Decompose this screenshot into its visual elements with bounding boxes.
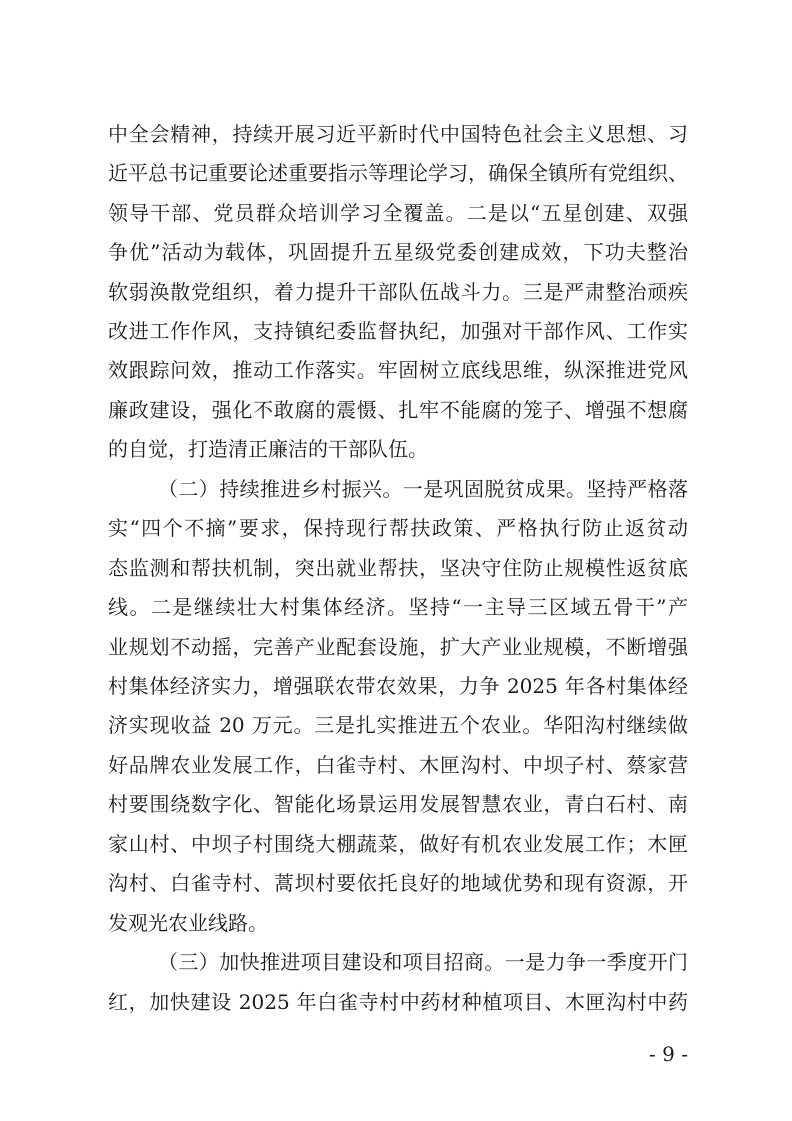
body-text-line: 沟村、白雀寺村、蒿坝村要依托良好的地域优势和现有资源，开 [108,871,688,895]
body-text-line: 家山村、中坝子村围绕大棚蔬菜，做好有机农业发展工作；木匣 [108,832,688,856]
body-text-line: 效跟踪问效，推动工作落实。牢固树立底线思维，纵深推进党风 [108,358,688,382]
body-text-line: 济实现收益 20 万元。三是扎实推进五个农业。华阳沟村继续做 [108,713,688,737]
body-text-line: 态监测和帮扶机制，突出就业帮扶，坚决守住防止规模性返贫底 [108,556,688,580]
section-heading-line: （三）加快推进项目建设和项目招商。一是力争一季度开门 [158,950,688,974]
body-text-line: 领导干部、党员群众培训学习全覆盖。二是以“五星创建、双强 [108,201,688,225]
body-text-line: 村集体经济实力，增强联农带农效果，力争 2025 年各村集体经 [108,674,688,698]
body-text-line: 近平总书记重要论述重要指示等理论学习，确保全镇所有党组织、 [108,161,688,185]
body-text-line: 改进工作作风，支持镇纪委监督执纪，加强对干部作风、工作实 [108,319,688,343]
body-text-line: 中全会精神，持续开展习近平新时代中国特色社会主义思想、习 [108,122,688,146]
body-text-line: 的自觉，打造清正廉洁的干部队伍。 [108,437,428,461]
body-text-line: 发观光农业线路。 [108,911,268,935]
body-text-line: 线。二是继续壮大村集体经济。坚持“一主导三区域五骨干”产 [108,595,688,619]
body-text-line: 廉政建设，强化不敢腐的震慑、扎牢不能腐的笼子、增强不想腐 [108,398,688,422]
body-text-line: 村要围绕数字化、智能化场景运用发展智慧农业，青白石村、南 [108,792,688,816]
body-text-line: 好品牌农业发展工作，白雀寺村、木匣沟村、中坝子村、蔡家营 [108,753,688,777]
body-text-line: 业规划不动摇，完善产业配套设施，扩大产业业规模，不断增强 [108,635,688,659]
section-heading-line: （二）持续推进乡村振兴。一是巩固脱贫成果。坚持严格落 [158,477,688,501]
body-text-line: 争优”活动为载体，巩固提升五星级党委创建成效，下功夫整治 [108,240,688,264]
body-text-line: 实“四个不摘”要求，保持现行帮扶政策、严格执行防止返贫动 [108,516,688,540]
body-text-line: 红，加快建设 2025 年白雀寺村中药材种植项目、木匣沟村中药 [108,990,688,1014]
body-text-line: 软弱涣散党组织，着力提升干部队伍战斗力。三是严肃整治顽疾 [108,280,688,304]
page-number: - 9 - [649,1042,688,1066]
